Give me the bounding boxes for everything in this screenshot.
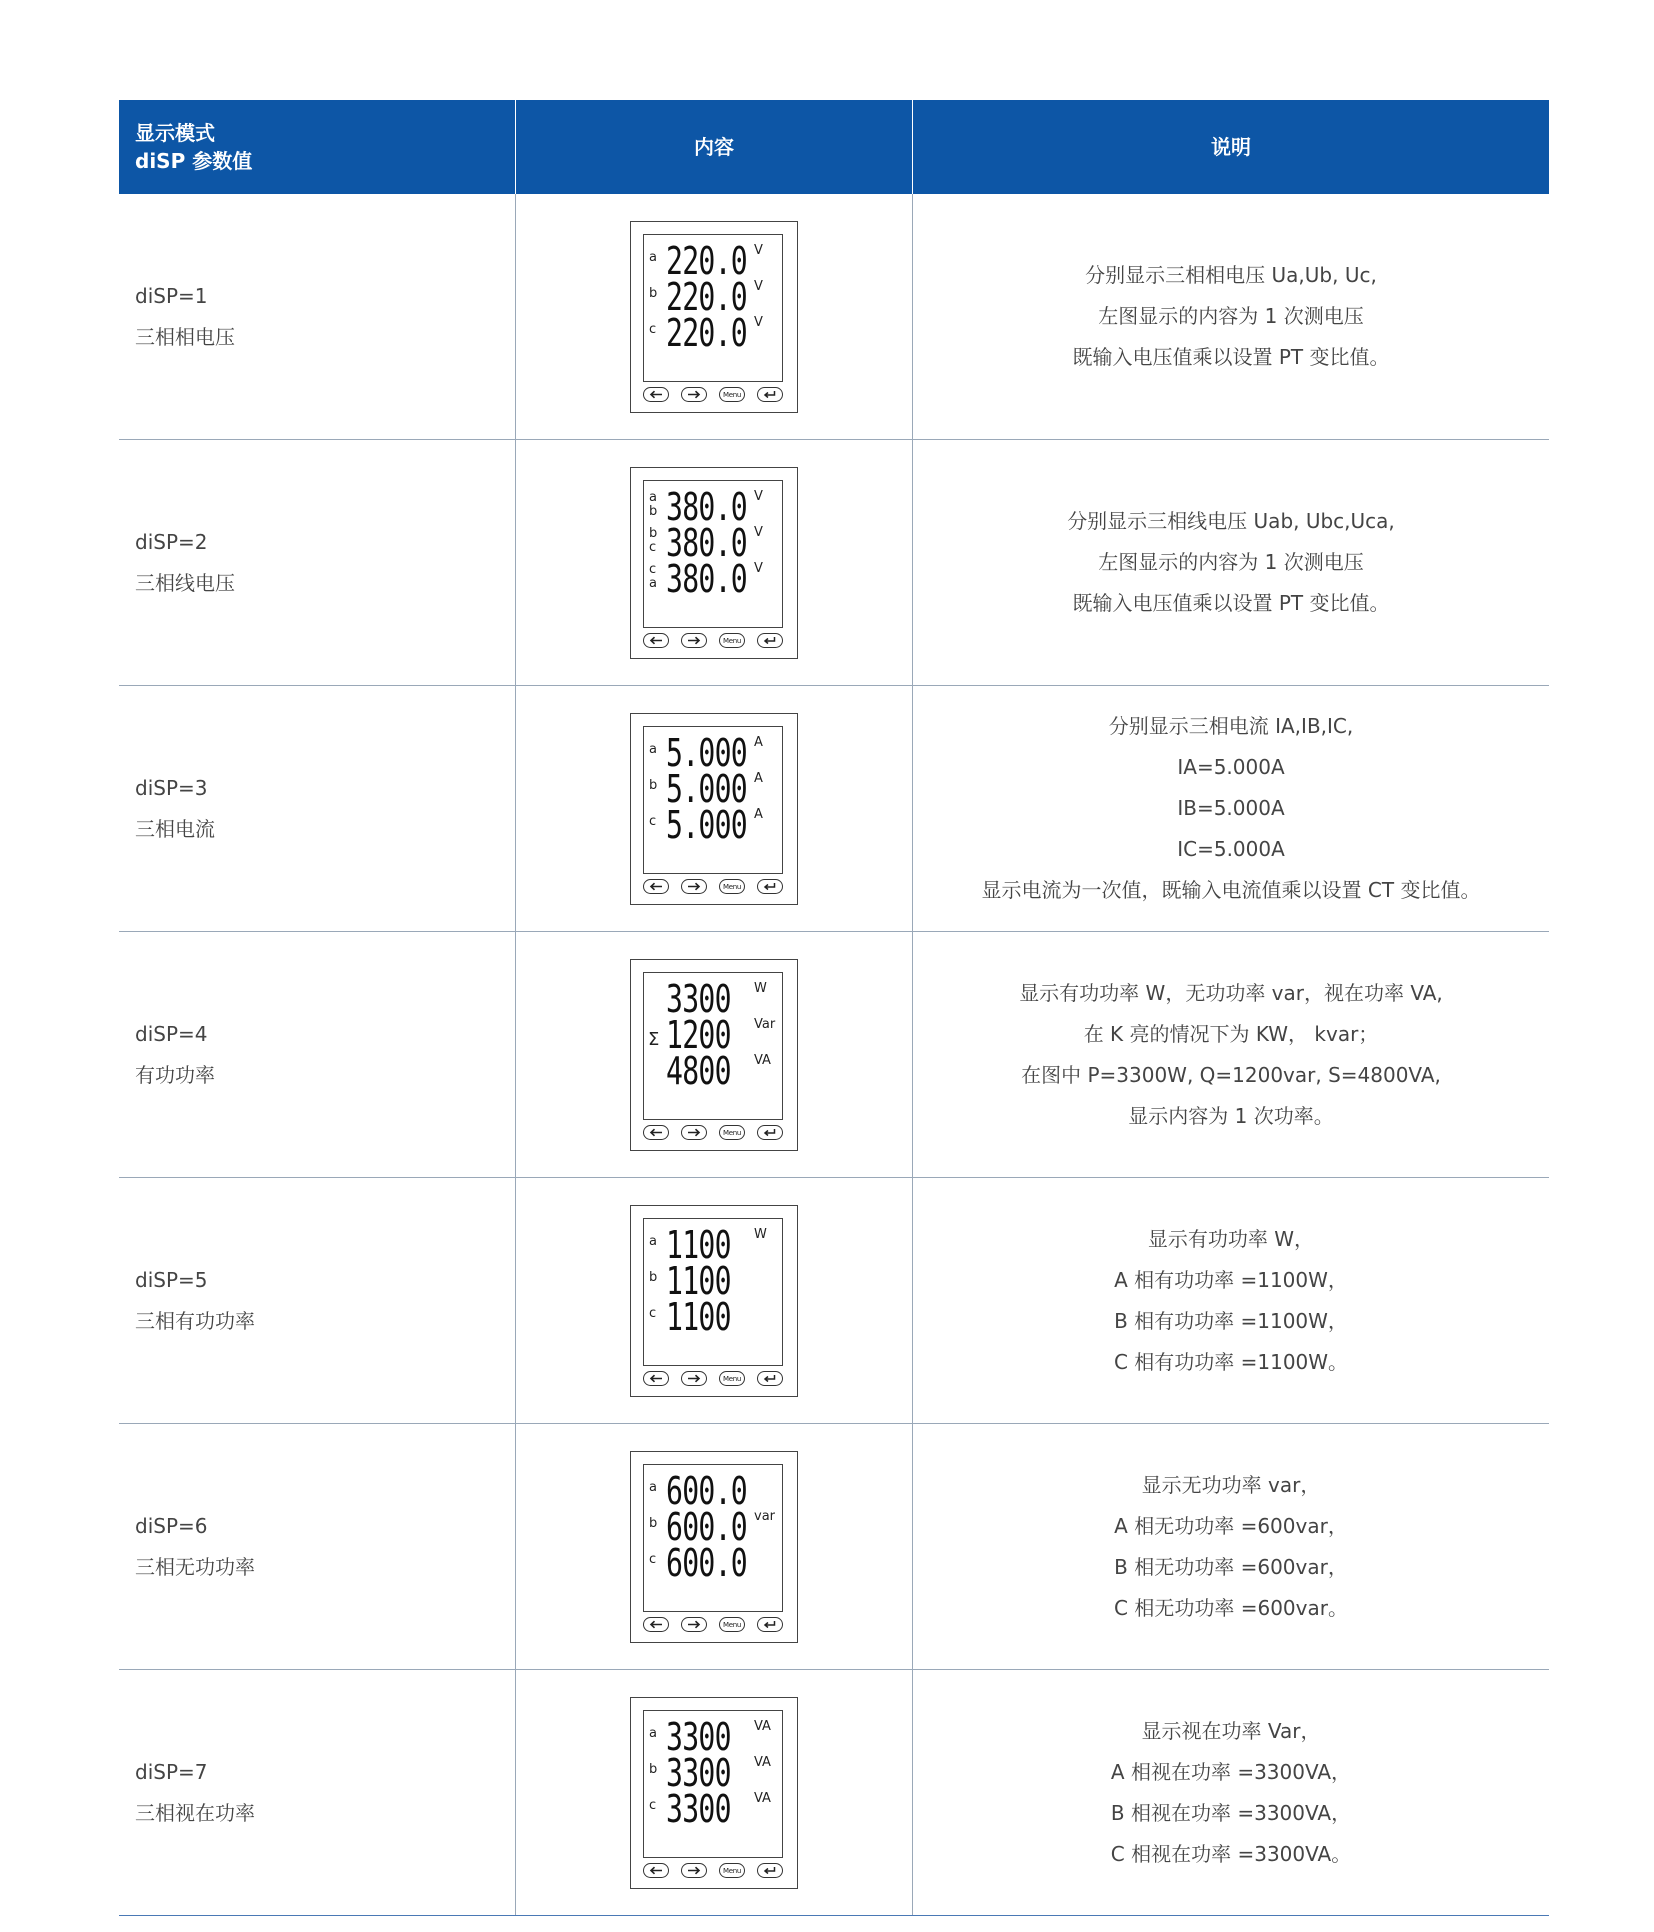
mode-cell: [119, 1424, 516, 1669]
lcd-unit: V: [754, 488, 763, 504]
lcd-unit: VA: [754, 1790, 771, 1806]
lcd-unit: var: [754, 1508, 776, 1524]
lcd-value: 380.0: [666, 484, 747, 529]
lcd-value: 600.0: [666, 1540, 747, 1585]
description-cell: [913, 440, 1549, 685]
phase-label: b: [649, 525, 658, 541]
phase-label: a: [649, 575, 657, 591]
lcd-unit: VA: [754, 1754, 771, 1770]
menu-button-icon: Menu: [719, 1125, 745, 1140]
description-cell: [913, 1670, 1549, 1915]
meter-device: [630, 713, 798, 905]
meter-device: [630, 221, 798, 413]
description-line: 分别显示三相线电压 Uab, Ubc,Uca,: [1067, 509, 1395, 533]
content-cell: [516, 440, 913, 685]
phase-label: c: [649, 539, 657, 555]
sigma-symbol: Σ: [648, 1028, 660, 1050]
enter-icon: [757, 1125, 783, 1140]
lcd-value: 5.000: [666, 802, 747, 847]
phase-label: b: [649, 1761, 658, 1777]
description-line: B 相视在功率 =3300VA，: [1110, 1800, 1352, 1825]
meter-buttons: [643, 386, 783, 404]
mode-cell: [119, 1670, 516, 1915]
menu-button-icon: Menu: [719, 1371, 745, 1386]
description-line: A 相有功功率 =1100W，: [1114, 1267, 1348, 1292]
arrow-right-icon: [681, 633, 707, 648]
description-line: B 相有功功率 =1100W，: [1114, 1308, 1348, 1333]
description-cell: [913, 1178, 1549, 1423]
lcd-value: 380.0: [666, 520, 747, 565]
enter-icon: [757, 1617, 783, 1632]
mode-value: diSP=7: [135, 1759, 208, 1784]
menu-button-icon: Menu: [719, 387, 745, 402]
arrow-right-icon: [681, 1125, 707, 1140]
meter-device: [630, 1697, 798, 1889]
enter-icon: [757, 1371, 783, 1386]
header-mode: [119, 100, 516, 194]
description-line: C 相无功功率 =600var。: [1114, 1595, 1348, 1620]
lcd-line: [644, 1786, 784, 1831]
phase-label: c: [649, 321, 657, 337]
mode-cell: [119, 194, 516, 439]
description-line: 显示有功功率 W，: [1147, 1226, 1315, 1251]
table-row: [119, 1424, 1549, 1670]
description-line: 显示内容为 1 次功率。: [1128, 1103, 1334, 1128]
description-cell: [913, 686, 1549, 931]
lcd-value: 3300: [666, 1750, 731, 1795]
table-row: [119, 932, 1549, 1178]
lcd-value: 3300: [666, 1714, 731, 1759]
lcd-unit: W: [754, 1226, 767, 1242]
meter-buttons: [643, 1862, 783, 1880]
meter-buttons: [643, 1370, 783, 1388]
description-line: 分别显示三相电流 IA,IB,IC,: [1108, 714, 1354, 738]
mode-value: diSP=4: [135, 1021, 208, 1046]
meter-device: [630, 959, 798, 1151]
description-line: C 相有功功率 =1100W。: [1113, 1349, 1349, 1374]
lcd-screen: [643, 972, 783, 1120]
phase-label: b: [649, 777, 658, 793]
description-line: 在图中 P=3300W, Q=1200var, S=4800VA,: [1021, 1062, 1441, 1087]
mode-cell: [119, 440, 516, 685]
description-line: 左图显示的内容为 1 次测电压: [1098, 304, 1364, 328]
lcd-unit: V: [754, 560, 763, 576]
lcd-value: 1100: [666, 1222, 731, 1267]
lcd-unit: Var: [754, 1016, 776, 1032]
mode-name: 三相相电压: [135, 324, 235, 349]
description-line: 既输入电压值乘以设置 PT 变比值。: [1072, 591, 1390, 615]
description-line: IB=5.000A: [1177, 796, 1285, 820]
lcd-unit: V: [754, 524, 763, 540]
header-mode-line1: 显示模式: [135, 121, 215, 145]
lcd-value: 1200: [666, 1012, 731, 1057]
phase-label: b: [649, 1269, 658, 1285]
table-row: [119, 686, 1549, 932]
lcd-value: 1100: [666, 1258, 731, 1303]
phase-label: a: [649, 1479, 657, 1495]
mode-name: 三相有功功率: [135, 1308, 255, 1333]
lcd-value: 5.000: [666, 766, 747, 811]
lcd-line: [644, 1048, 784, 1093]
arrow-left-icon: [643, 879, 669, 894]
arrow-right-icon: [681, 1371, 707, 1386]
table-row: [119, 1670, 1549, 1916]
mode-value: diSP=2: [135, 529, 208, 554]
lcd-value: 220.0: [666, 238, 747, 283]
description-line: 显示有功功率 W，无功功率 var，视在功率 VA,: [1019, 980, 1443, 1005]
enter-icon: [757, 633, 783, 648]
description-line: 左图显示的内容为 1 次测电压: [1098, 550, 1364, 574]
phase-label: a: [649, 489, 657, 505]
phase-label: c: [649, 1551, 657, 1567]
lcd-unit: V: [754, 242, 763, 258]
phase-label: a: [649, 1725, 657, 1741]
mode-value: diSP=3: [135, 775, 208, 800]
mode-name: 有功功率: [135, 1062, 215, 1087]
lcd-screen: [643, 480, 783, 628]
mode-value: diSP=6: [135, 1513, 208, 1538]
phase-label: b: [649, 503, 658, 519]
phase-label: b: [649, 1515, 658, 1531]
lcd-line: [644, 802, 784, 847]
description-line: B 相无功功率 =600var，: [1114, 1554, 1348, 1579]
content-cell: [516, 194, 913, 439]
mode-cell: [119, 686, 516, 931]
header-mode-line2: diSP 参数值: [135, 149, 253, 173]
lcd-unit: W: [754, 980, 767, 996]
enter-icon: [757, 1863, 783, 1878]
lcd-line: [644, 310, 784, 355]
menu-button-icon: Menu: [719, 1617, 745, 1632]
phase-label: b: [649, 285, 658, 301]
lcd-value: 600.0: [666, 1468, 747, 1513]
menu-button-icon: Menu: [719, 879, 745, 894]
description-line: 显示电流为一次值，既输入电流值乘以设置 CT 变比值。: [981, 878, 1481, 902]
table-row: [119, 194, 1549, 440]
mode-cell: [119, 1178, 516, 1423]
mode-name: 三相无功功率: [135, 1554, 255, 1579]
lcd-screen: [643, 1464, 783, 1612]
phase-label: c: [649, 813, 657, 829]
arrow-left-icon: [643, 633, 669, 648]
table-row: [119, 1178, 1549, 1424]
lcd-value: 5.000: [666, 730, 747, 775]
header-content: 内容: [516, 100, 913, 194]
description-cell: [913, 194, 1549, 439]
description-line: 显示视在功率 Var，: [1141, 1718, 1321, 1743]
table-body: [119, 194, 1549, 1916]
lcd-value: 380.0: [666, 556, 747, 601]
content-cell: [516, 1424, 913, 1669]
lcd-screen: [643, 1218, 783, 1366]
phase-label: a: [649, 249, 657, 265]
meter-device: [630, 467, 798, 659]
lcd-unit: VA: [754, 1718, 771, 1734]
phase-label: a: [649, 1233, 657, 1249]
lcd-unit: VA: [754, 1052, 771, 1068]
menu-button-icon: Menu: [719, 633, 745, 648]
enter-icon: [757, 387, 783, 402]
phase-label: a: [649, 741, 657, 757]
table-header: [119, 100, 1549, 194]
meter-buttons: [643, 878, 783, 896]
description-line: 既输入电压值乘以设置 PT 变比值。: [1072, 345, 1390, 369]
lcd-unit: V: [754, 278, 763, 294]
arrow-right-icon: [681, 1863, 707, 1878]
phase-label: c: [649, 561, 657, 577]
meter-device: [630, 1205, 798, 1397]
mode-name: 三相电流: [135, 816, 215, 841]
description-line: C 相视在功率 =3300VA。: [1110, 1841, 1352, 1866]
description-line: IA=5.000A: [1177, 755, 1285, 779]
meter-device: [630, 1451, 798, 1643]
lcd-line: [644, 1540, 784, 1585]
content-cell: [516, 1670, 913, 1915]
meter-buttons: [643, 1616, 783, 1634]
description-line: A 相视在功率 =3300VA，: [1110, 1759, 1352, 1784]
table-row: [119, 440, 1549, 686]
menu-button-icon: Menu: [719, 1863, 745, 1878]
lcd-value: 600.0: [666, 1504, 747, 1549]
description-line: 在 K 亮的情况下为 KW， kvar；: [1083, 1021, 1379, 1046]
mode-value: diSP=1: [135, 283, 208, 308]
lcd-value: 3300: [666, 1786, 731, 1831]
lcd-value: 220.0: [666, 310, 747, 355]
lcd-screen: [643, 726, 783, 874]
lcd-screen: [643, 234, 783, 382]
header-description: 说明: [1211, 135, 1251, 159]
meter-buttons: [643, 1124, 783, 1142]
description-cell: [913, 1424, 1549, 1669]
phase-label: c: [649, 1305, 657, 1321]
lcd-value: 4800: [666, 1048, 731, 1093]
arrow-left-icon: [643, 1125, 669, 1140]
description-line: A 相无功功率 =600var，: [1114, 1513, 1348, 1538]
description-cell: [913, 932, 1549, 1177]
mode-name: 三相视在功率: [135, 1800, 255, 1825]
content-cell: [516, 932, 913, 1177]
description-line: 显示无功功率 var，: [1141, 1472, 1321, 1497]
content-cell: [516, 686, 913, 931]
arrow-right-icon: [681, 879, 707, 894]
description-line: IC=5.000A: [1177, 837, 1285, 861]
display-mode-table: [119, 100, 1549, 1916]
lcd-value: 220.0: [666, 274, 747, 319]
lcd-line: [644, 1294, 784, 1339]
meter-buttons: [643, 632, 783, 650]
lcd-unit: V: [754, 314, 763, 330]
mode-cell: [119, 932, 516, 1177]
lcd-line: [644, 556, 784, 601]
lcd-unit: A: [754, 806, 763, 822]
arrow-left-icon: [643, 1371, 669, 1386]
phase-label: c: [649, 1797, 657, 1813]
arrow-left-icon: [643, 387, 669, 402]
lcd-unit: A: [754, 770, 763, 786]
lcd-unit: A: [754, 734, 763, 750]
lcd-value: 3300: [666, 976, 731, 1021]
mode-value: diSP=5: [135, 1267, 208, 1292]
arrow-left-icon: [643, 1617, 669, 1632]
arrow-right-icon: [681, 1617, 707, 1632]
mode-name: 三相线电压: [135, 570, 235, 595]
content-cell: [516, 1178, 913, 1423]
lcd-screen: [643, 1710, 783, 1858]
lcd-value: 1100: [666, 1294, 731, 1339]
arrow-right-icon: [681, 387, 707, 402]
description-line: 分别显示三相相电压 Ua,Ub, Uc,: [1085, 263, 1377, 287]
arrow-left-icon: [643, 1863, 669, 1878]
enter-icon: [757, 879, 783, 894]
